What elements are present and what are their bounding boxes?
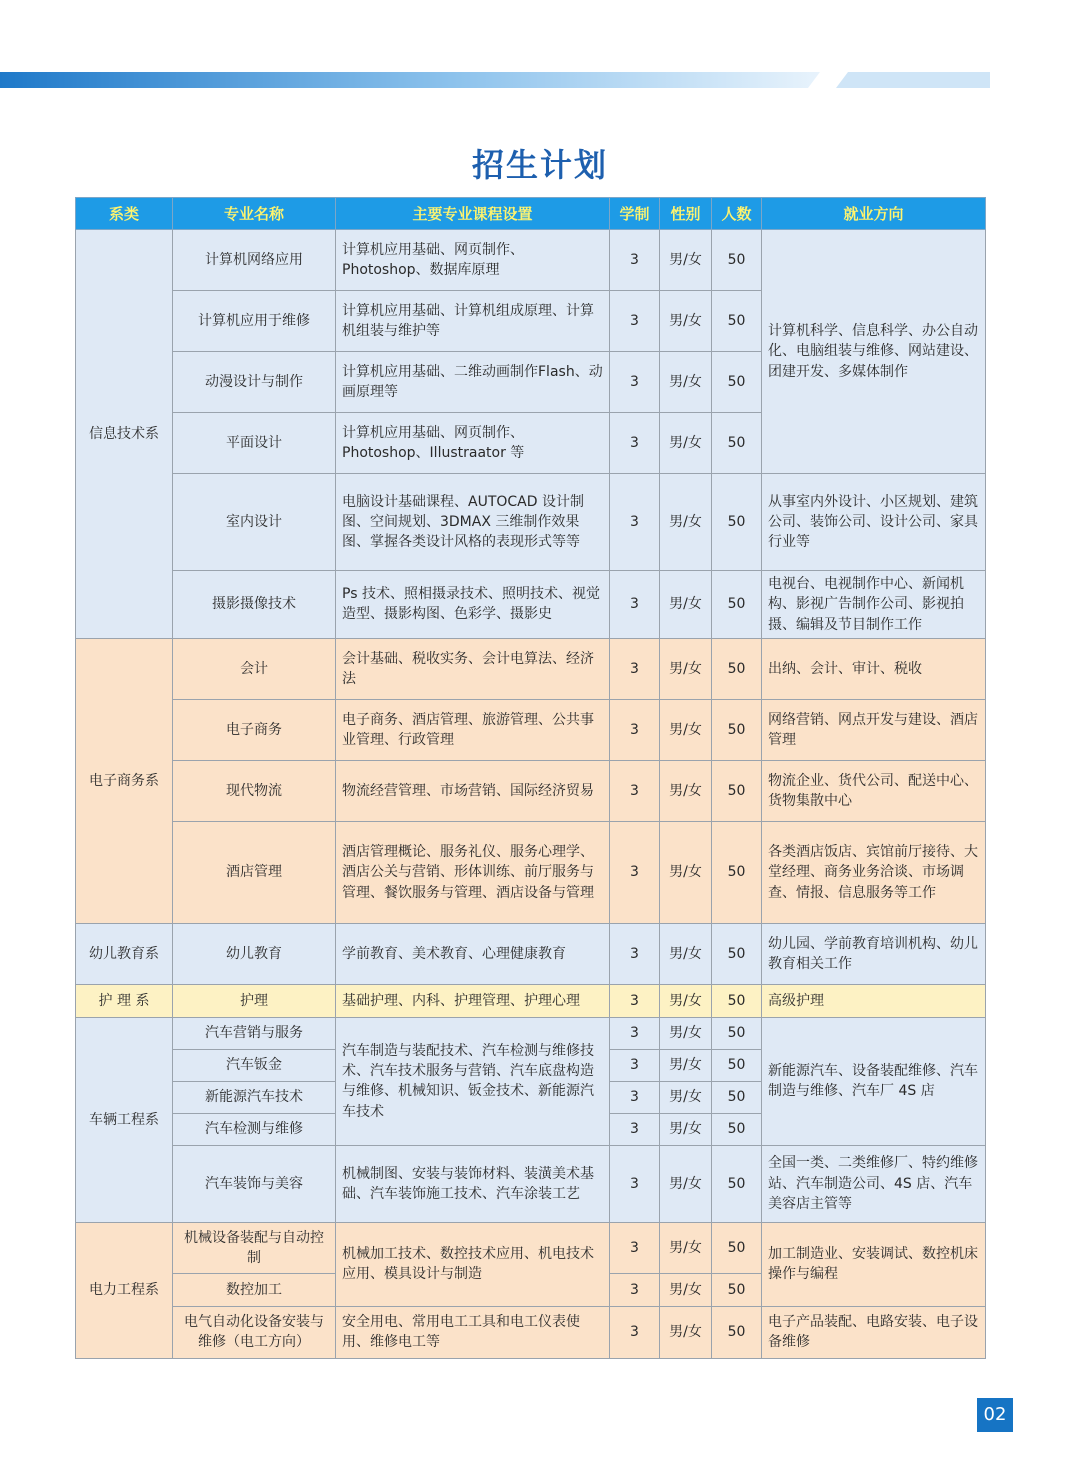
header-dept: 系类 (76, 198, 173, 230)
courses-cell: 安全用电、常用电工工具和电工仪表使用、维修电工等 (336, 1306, 610, 1358)
courses-cell: 计算机应用基础、网页制作、Photoshop、Illustraator 等 (336, 413, 610, 474)
count-cell: 50 (712, 699, 762, 760)
years-cell: 3 (610, 1145, 660, 1222)
years-cell: 3 (610, 352, 660, 413)
header-career: 就业方向 (762, 198, 986, 230)
courses-cell: 会计基础、税收实务、会计电算法、经济法 (336, 638, 610, 699)
courses-cell: Ps 技术、照相摄录技术、照明技术、视觉造型、摄影构图、色彩学、摄影史 (336, 571, 610, 639)
count-cell: 50 (712, 1049, 762, 1081)
dept-cell: 幼儿教育系 (76, 923, 173, 984)
gender-cell: 男/女 (660, 1273, 712, 1306)
career-cell: 高级护理 (762, 984, 986, 1017)
table-row (76, 571, 986, 639)
table-row (76, 1222, 986, 1273)
major-cell: 计算机应用于维修 (173, 291, 336, 352)
header-courses: 主要专业课程设置 (336, 198, 610, 230)
courses-cell: 机械加工技术、数控技术应用、机电技术应用、模具设计与制造 (336, 1222, 610, 1306)
career-cell: 网络营销、网点开发与建设、酒店管理 (762, 699, 986, 760)
count-cell: 50 (712, 1113, 762, 1145)
years-cell: 3 (610, 638, 660, 699)
gender-cell: 男/女 (660, 1049, 712, 1081)
courses-cell: 电脑设计基础课程、AUTOCAD 设计制图、空间规划、3DMAX 三维制作效果图、掌握各类设计风格的表现形式等等 (336, 474, 610, 571)
dept-cell: 护 理 系 (76, 984, 173, 1017)
years-cell: 3 (610, 760, 660, 821)
table-row (76, 474, 986, 571)
header-decor-band (0, 72, 1080, 94)
years-cell: 3 (610, 474, 660, 571)
count-cell: 50 (712, 1273, 762, 1306)
gender-cell: 男/女 (660, 699, 712, 760)
count-cell: 50 (712, 413, 762, 474)
dept-cell: 电力工程系 (76, 1222, 173, 1358)
header-years: 学制 (610, 198, 660, 230)
gender-cell: 男/女 (660, 760, 712, 821)
years-cell: 3 (610, 1017, 660, 1049)
header-major: 专业名称 (173, 198, 336, 230)
dept-cell: 电子商务系 (76, 638, 173, 923)
major-cell: 幼儿教育 (173, 923, 336, 984)
table-row (76, 984, 986, 1017)
years-cell: 3 (610, 1273, 660, 1306)
career-cell: 电视台、电视制作中心、新闻机构、影视广告制作公司、影视拍摄、编辑及节目制作工作 (762, 571, 986, 639)
courses-cell: 物流经营管理、市场营销、国际经济贸易 (336, 760, 610, 821)
count-cell: 50 (712, 1081, 762, 1113)
table-row (76, 699, 986, 760)
gender-cell: 男/女 (660, 923, 712, 984)
courses-cell: 计算机应用基础、网页制作、Photoshop、数据库原理 (336, 230, 610, 291)
courses-cell: 酒店管理概论、服务礼仪、服务心理学、酒店公关与营销、形体训练、前厅服务与管理、餐饮服务与管理、酒店设备与管理 (336, 821, 610, 923)
major-cell: 数控加工 (173, 1273, 336, 1306)
count-cell: 50 (712, 291, 762, 352)
major-cell: 汽车检测与维修 (173, 1113, 336, 1145)
career-cell: 物流企业、货代公司、配送中心、货物集散中心 (762, 760, 986, 821)
major-cell: 新能源汽车技术 (173, 1081, 336, 1113)
gender-cell: 男/女 (660, 1145, 712, 1222)
years-cell: 3 (610, 230, 660, 291)
dept-cell: 车辆工程系 (76, 1017, 173, 1222)
years-cell: 3 (610, 984, 660, 1017)
gender-cell: 男/女 (660, 230, 712, 291)
career-cell: 加工制造业、安装调试、数控机床操作与编程 (762, 1222, 986, 1306)
years-cell: 3 (610, 821, 660, 923)
years-cell: 3 (610, 413, 660, 474)
major-cell: 平面设计 (173, 413, 336, 474)
courses-cell: 电子商务、酒店管理、旅游管理、公共事业管理、行政管理 (336, 699, 610, 760)
major-cell: 现代物流 (173, 760, 336, 821)
table-row (76, 1145, 986, 1222)
career-cell: 各类酒店饭店、宾馆前厅接待、大堂经理、商务业务洽谈、市场调查、情报、信息服务等工作 (762, 821, 986, 923)
count-cell: 50 (712, 1222, 762, 1273)
table-row (76, 821, 986, 923)
gender-cell: 男/女 (660, 638, 712, 699)
courses-cell: 基础护理、内科、护理管理、护理心理 (336, 984, 610, 1017)
years-cell: 3 (610, 291, 660, 352)
major-cell: 会计 (173, 638, 336, 699)
gender-cell: 男/女 (660, 291, 712, 352)
count-cell: 50 (712, 984, 762, 1017)
career-cell: 电子产品装配、电路安装、电子设备维修 (762, 1306, 986, 1358)
gender-cell: 男/女 (660, 1081, 712, 1113)
gender-cell: 男/女 (660, 352, 712, 413)
page-title: 招生计划 (471, 146, 608, 184)
count-cell: 50 (712, 1017, 762, 1049)
count-cell: 50 (712, 230, 762, 291)
career-cell: 新能源汽车、设备装配维修、汽车制造与维修、汽车厂 4S 店 (762, 1017, 986, 1145)
major-cell: 摄影摄像技术 (173, 571, 336, 639)
count-cell: 50 (712, 474, 762, 571)
major-cell: 电气自动化设备安装与维修（电工方向） (173, 1306, 336, 1358)
table-row (76, 1306, 986, 1358)
years-cell: 3 (610, 1049, 660, 1081)
major-cell: 护理 (173, 984, 336, 1017)
major-cell: 动漫设计与制作 (173, 352, 336, 413)
major-cell: 汽车营销与服务 (173, 1017, 336, 1049)
years-cell: 3 (610, 1113, 660, 1145)
years-cell: 3 (610, 571, 660, 639)
major-cell: 汽车装饰与美容 (173, 1145, 336, 1222)
gender-cell: 男/女 (660, 474, 712, 571)
career-cell: 计算机科学、信息科学、办公自动化、电脑组装与维修、网站建设、团建开发、多媒体制作 (762, 230, 986, 474)
table-header-row (76, 198, 986, 230)
career-cell: 全国一类、二类维修厂、特约维修站、汽车制造公司、4S 店、汽车美容店主管等 (762, 1145, 986, 1222)
gender-cell: 男/女 (660, 984, 712, 1017)
table-row (76, 230, 986, 291)
count-cell: 50 (712, 760, 762, 821)
table-row (76, 1017, 986, 1049)
header-gender: 性别 (660, 198, 712, 230)
major-cell: 汽车钣金 (173, 1049, 336, 1081)
career-cell: 从事室内外设计、小区规划、建筑公司、装饰公司、设计公司、家具行业等 (762, 474, 986, 571)
gender-cell: 男/女 (660, 821, 712, 923)
years-cell: 3 (610, 923, 660, 984)
gender-cell: 男/女 (660, 1222, 712, 1273)
page-number: 02 (977, 1398, 1013, 1432)
gender-cell: 男/女 (660, 1306, 712, 1358)
table-row (76, 760, 986, 821)
table-row (76, 923, 986, 984)
courses-cell: 计算机应用基础、二维动画制作Flash、动画原理等 (336, 352, 610, 413)
courses-cell: 汽车制造与装配技术、汽车检测与维修技术、汽车技术服务与营销、汽车底盘构造与维修、机械知识、钣金技术、新能源汽车技术 (336, 1017, 610, 1145)
count-cell: 50 (712, 638, 762, 699)
years-cell: 3 (610, 699, 660, 760)
major-cell: 酒店管理 (173, 821, 336, 923)
years-cell: 3 (610, 1306, 660, 1358)
gender-cell: 男/女 (660, 571, 712, 639)
gender-cell: 男/女 (660, 1017, 712, 1049)
count-cell: 50 (712, 1145, 762, 1222)
enrollment-table (75, 197, 986, 1359)
courses-cell: 计算机应用基础、计算机组成原理、计算机组装与维护等 (336, 291, 610, 352)
count-cell: 50 (712, 352, 762, 413)
gender-cell: 男/女 (660, 413, 712, 474)
header-count: 人数 (712, 198, 762, 230)
years-cell: 3 (610, 1081, 660, 1113)
career-cell: 出纳、会计、审计、税收 (762, 638, 986, 699)
major-cell: 计算机网络应用 (173, 230, 336, 291)
years-cell: 3 (610, 1222, 660, 1273)
major-cell: 电子商务 (173, 699, 336, 760)
courses-cell: 学前教育、美术教育、心理健康教育 (336, 923, 610, 984)
courses-cell: 机械制图、安装与装饰材料、装潢美术基础、汽车装饰施工技术、汽车涂装工艺 (336, 1145, 610, 1222)
career-cell: 幼儿园、学前教育培训机构、幼儿教育相关工作 (762, 923, 986, 984)
table-row (76, 638, 986, 699)
major-cell: 室内设计 (173, 474, 336, 571)
dept-cell: 信息技术系 (76, 230, 173, 639)
count-cell: 50 (712, 1306, 762, 1358)
count-cell: 50 (712, 923, 762, 984)
gender-cell: 男/女 (660, 1113, 712, 1145)
count-cell: 50 (712, 821, 762, 923)
count-cell: 50 (712, 571, 762, 639)
major-cell: 机械设备装配与自动控制 (173, 1222, 336, 1273)
